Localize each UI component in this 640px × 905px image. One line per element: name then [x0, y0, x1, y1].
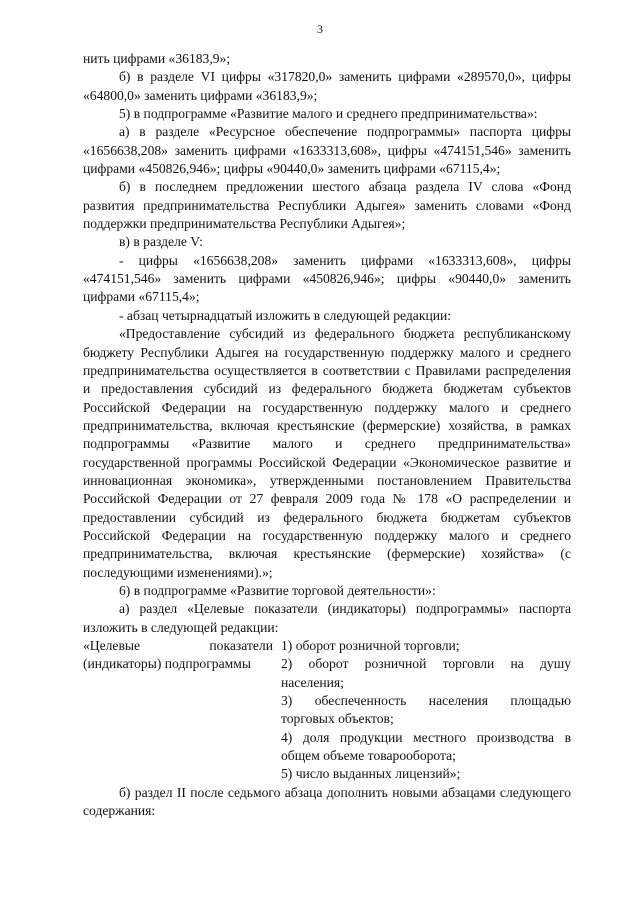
paragraph: б) раздел II после седьмого абзаца дополнить новыми абзацами следующего содержания: [83, 784, 571, 819]
paragraph: б) в последнем предложении шестого абзаца раздела IV слова «Фонд развития предпринимательства Республики Адыгея» заменить словами «Фонд поддержки предпринимательства Республики Адыгея»; [83, 179, 571, 232]
table-item: 2) оборот розничной торговли на душу населения; [281, 656, 571, 690]
table-item: 1) оборот розничной торговли; [281, 638, 460, 653]
paragraph: 6) в подпрограмме «Развитие торговой деятельности»: [119, 582, 436, 598]
document-body [83, 50, 571, 820]
table-item: 5) число выданных лицензий»; [281, 766, 461, 782]
table-item: 4) доля продукции местного производства в общем объеме товарооборота; [281, 729, 571, 764]
paragraph: а) в разделе «Ресурсное обеспечение подпрограммы» паспорта цифры «1656638,208» заменить цифрами «1633313,608», цифры «474151,546» заменить цифрами «450826,946»; цифры «90440,0» заменить цифрами «67115,4»; [83, 124, 571, 177]
paragraph: - абзац четырнадцатый изложить в следующей редакции: [119, 307, 452, 323]
paragraph: а) раздел «Целевые показатели (индикаторы) подпрограммы» паспорта изложить в следующей редакции: [83, 601, 571, 635]
table-item: 3) обеспеченность населения площадью торговых объектов; [281, 693, 571, 727]
paragraph: б) в разделе VI цифры «317820,0» заменить цифрами «289570,0», цифры «64800,0» заменить цифрами «36183,9»; [83, 69, 571, 103]
paragraph: в) в разделе V: [119, 234, 203, 250]
table-right-cell [273, 637, 571, 784]
quoted-paragraph: «Предоставление субсидий из федерального бюджета республиканскому бюджету Республики Адыгея на государственную поддержку малого и среднего предпринимательства осуществляется в соответствии с Правилами распределения и предоставления субсидий из федерального бюджета бюджетам субъектов Российской Федерации на государственную поддержку малого и среднего предпринимательства, включая крестьянские (фермерские) хозяйства, в рамках подпрограммы «Развитие малого и среднего предпринимательства» государственной программы Российской Федерации «Экономическое развитие и инновационная экономика», утвержденными постановлением Правительства Российской Федерации от 27 февраля 2009 года № 178 «О распределении и предоставлении субсидий из федерального бюджета бюджетам субъектов Российской Федерации на государственную поддержку малого и среднего предпринимательства, включая крестьянские (фермерские) хозяйства» (с последующими изменениями).»; [83, 326, 571, 580]
indicators-table [83, 637, 571, 784]
paragraph: 5) в подпрограмме «Развитие малого и среднего предпринимательства»: [119, 106, 538, 122]
paragraph: - цифры «1656638,208» заменить цифрами «1633313,608», цифры «474151,546» заменить цифрами «450826,946»; цифры «90440,0» заменить цифрами «67115,4»; [83, 252, 571, 305]
page-number: 3 [317, 22, 323, 36]
paragraph: нить цифрами «36183,9»; [83, 51, 231, 66]
table-left-cell: «Целевые показатели (индикаторы) подпрограммы [83, 638, 273, 672]
